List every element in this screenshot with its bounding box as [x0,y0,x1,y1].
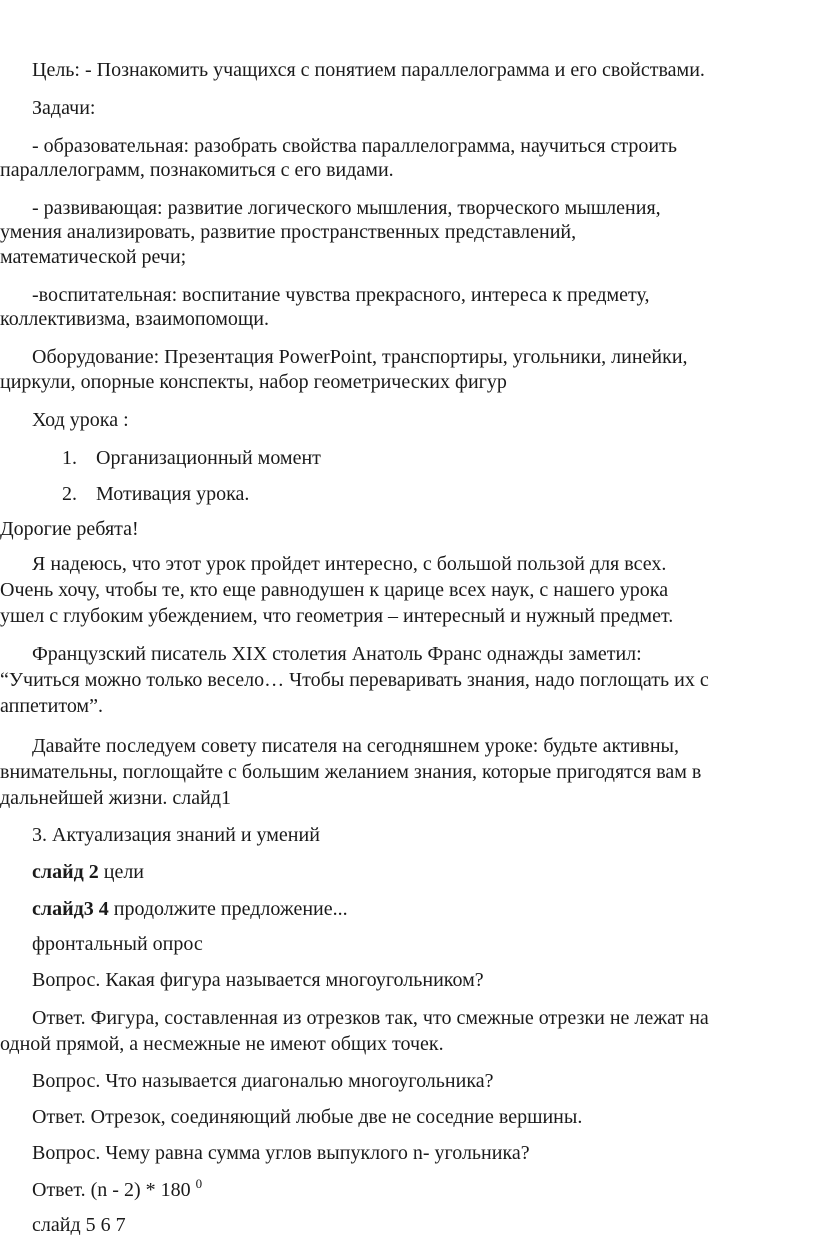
task-developmental-line1: - развивающая: развитие логического мышления, творческого мышления, [32,197,661,219]
slides-5-6-7: слайд 5 6 7 [32,1214,126,1236]
speech-p2-line2: “Учиться можно только весело… Чтобы переваривать знания, надо поглощать их с [0,669,709,691]
answer-3 [32,1178,202,1202]
equipment-line1: Оборудование: Презентация PowerPoint, транспортиры, угольники, линейки, [32,346,688,368]
question-3: Вопрос. Чему равна сумма углов выпуклого n- угольника? [32,1142,530,1164]
tasks-heading: Задачи: [32,97,96,119]
list-item-text: Мотивация урока. [96,483,250,505]
goal-text: Цель: - Познакомить учащихся с понятием параллелограмма и его свойствами. [32,59,705,81]
speech-p3-line3: дальнейшей жизни. слайд1 [0,787,232,809]
task-upbringing-line1: -воспитательная: воспитание чувства прекрасного, интереса к предмету, [32,284,650,306]
slide34-bold: слайд3 4 [32,898,109,920]
task-upbringing-line2: коллективизма, взаимопомощи. [0,308,269,330]
section3-title: 3. Актуализация знаний и умений [32,824,320,846]
lesson-flow-heading: Ход урока : [32,409,129,431]
speech-p1-line2: Очень хочу, чтобы те, кто еще равнодушен к царице всех наук, с нашего урока [0,579,669,601]
answer-1-line1: Ответ. Фигура, составленная из отрезков так, что смежные отрезки не лежат на [32,1007,709,1029]
speech-p3-line2: внимательны, поглощайте с большим желанием знания, которые пригодятся вам в [0,761,702,783]
question-1: Вопрос. Какая фигура называется многоугольником? [32,969,484,991]
slide2-line [32,860,144,884]
list-item-text: Организационный момент [96,447,321,469]
speech-p2-line1: Французский писатель XIX столетия Анатоль Франс однажды заметил: [32,643,642,665]
slide34-rest: продолжите предложение... [108,898,348,920]
slide2-rest: цели [98,861,145,883]
answer-2: Ответ. Отрезок, соединяющий любые две не соседние вершины. [32,1106,583,1128]
slide2-bold: слайд 2 [32,861,99,883]
greeting: Дорогие ребята! [0,518,139,540]
question-2: Вопрос. Что называется диагональю многоугольника? [32,1070,494,1092]
task-educational-line1: - образовательная: разобрать свойства параллелограмма, научиться строить [32,135,677,157]
task-developmental-line3: математической речи; [0,246,187,268]
speech-p1-line3: ушел с глубоким убеждением, что геометрия – интересный и нужный предмет. [0,605,674,627]
task-developmental-line2: умения анализировать, развитие пространственных представлений, [0,221,577,243]
speech-p2-line3: аппетитом”. [0,695,103,717]
equipment-line2: циркули, опорные конспекты, набор геометрических фигур [0,371,507,393]
answer-1-line2: одной прямой, а несмежные не имеют общих точек. [0,1033,444,1055]
list-item-number: 2. [62,483,77,505]
degree-superscript: 0 [195,1176,203,1191]
speech-p1-line1: Я надеюсь, что этот урок пройдет интересно, с большой пользой для всех. [32,553,667,575]
answer-3-text: Ответ. (n - 2) * 180 [32,1179,196,1201]
frontal-survey: фронтальный опрос [32,933,203,955]
slide34-line [32,897,348,921]
task-educational-line2: параллелограмм, познакомиться с его видами. [0,159,394,181]
speech-p3-line1: Давайте последуем совету писателя на сегодняшнем уроке: будьте активны, [32,735,679,757]
list-item-number: 1. [62,447,77,469]
